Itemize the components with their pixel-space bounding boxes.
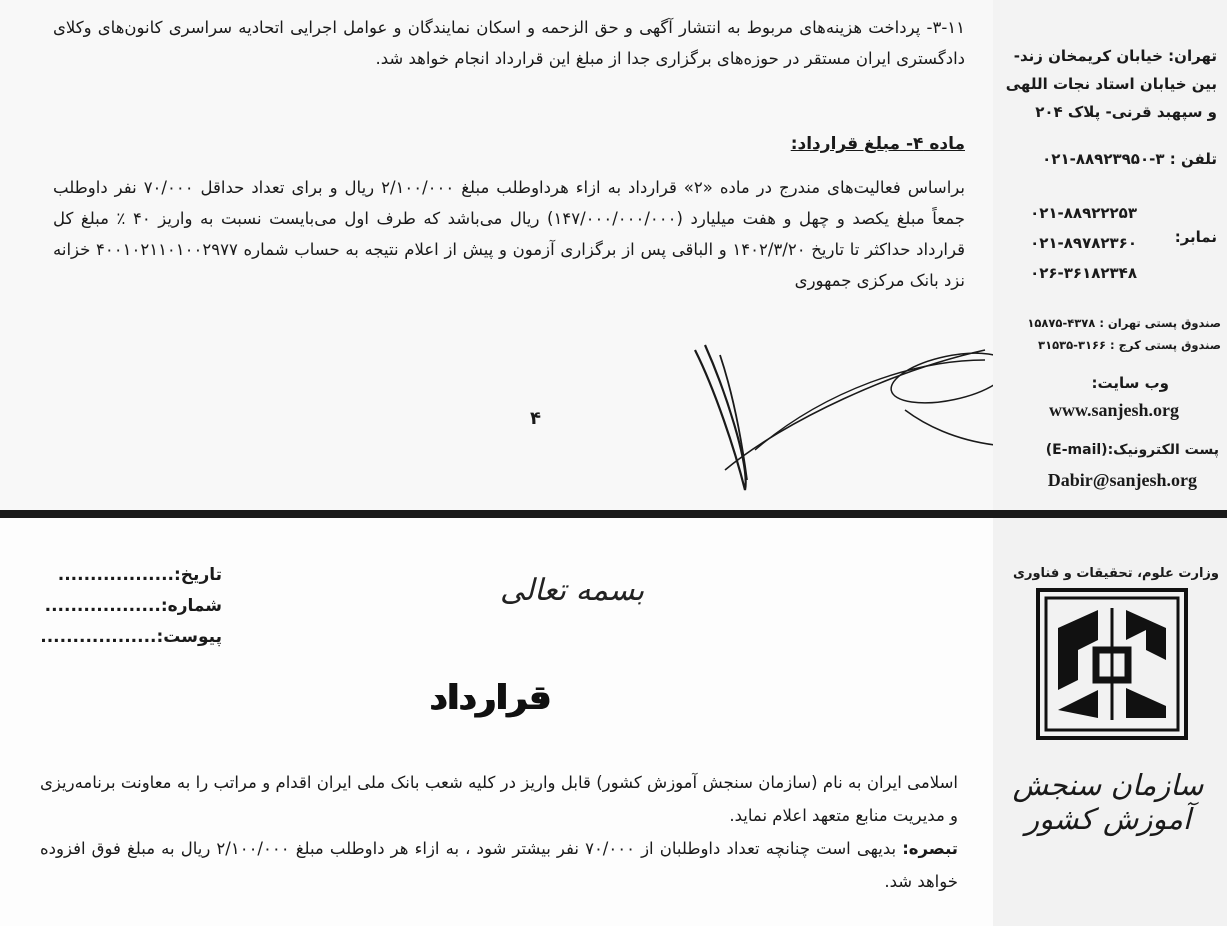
handwritten-signature — [665, 330, 1005, 500]
logo-sidebar — [993, 518, 1227, 926]
article-4-heading: ماده ۴- مبلغ قرارداد: — [790, 134, 965, 154]
note-paragraph — [40, 832, 958, 898]
document-title: قرارداد — [430, 678, 552, 718]
sanjesh-logo-icon — [1036, 588, 1188, 740]
organization-name: سازمان سنجش آموزش کشور — [1012, 768, 1204, 836]
bismillah-heading: بسمه تعالی — [500, 573, 645, 608]
fax-number-1: ۰۲۱-۸۸۹۲۲۲۵۳ — [1030, 204, 1137, 222]
fax-label: نمابر: — [1174, 228, 1217, 246]
pobox-karaj: صندوق پستی کرج : ۳۱۶۶-۳۱۵۳۵ — [1038, 338, 1221, 352]
note-label: تبصره: — [902, 839, 958, 858]
fax-numbers — [1030, 198, 1137, 288]
ministry-name: وزارت علوم، تحقیقات و فناوری — [1013, 566, 1219, 581]
date-field: تاریخ:.................. — [57, 565, 222, 585]
bank-paragraph-text: اسلامی ایران به نام (سازمان سنجش آموزش کشور) قابل واریز در کلیه شعب بانک ملی ایران اقدام و مراتب را به معاونت برنامه‌ریزی و مدیریت منابع متعهد اعلام نماید. — [40, 773, 958, 825]
po-boxes — [1027, 312, 1221, 356]
phone: تلفن : ۳-۸۸۹۲۳۹۵۰-۰۲۱ — [1042, 150, 1217, 168]
address: تهران: خیابان کریمخان زند- بین خیابان استاد نجات اللهی و سپهبد قرنی- پلاک ۲۰۴ — [1005, 47, 1217, 121]
attachment-field: پیوست:.................. — [40, 627, 222, 647]
clause-3-11-text: ۳-۱۱- پرداخت هزینه‌های مربوط به انتشار آگهی و حق الزحمه و اسکان نمایندگان و عوامل اجرایی اتحادیه سراسری کانون‌های وکلای دادگستری ایران مستقر در حوزه‌های برگزاری جدا از مبلغ این قرارداد انجام خواهد شد. — [53, 18, 965, 68]
bank-paragraph — [40, 766, 958, 832]
fax-number-3: ۰۲۶-۳۶۱۸۲۳۴۸ — [1030, 264, 1137, 282]
note-text: بدیهی است چنانچه تعداد داوطلبان از ۷۰/۰۰۰ نفر بیشتر شود ، به ازاء هر داوطلب مبلغ ۲/۱۰۰/۰۰۰ ریال به مبلغ فوق افزوده خواهد شد. — [40, 839, 958, 891]
article-4-text: براساس فعالیت‌های مندرج در ماده «۲» قرارداد به ازاء هرداوطلب مبلغ ۲/۱۰۰/۰۰۰ ریال و برای تعداد حداقل ۷۰/۰۰۰ نفر داوطلب جمعاً مبلغ یکصد و چهل و هفت میلیارد (۱۴۷/۰۰۰/۰۰۰/۰۰۰) ریال می‌باشد که طرف اول می‌بایست نسبت به واریز ۴۰ ٪ مبلغ کل قرارداد حداکثر تا تاریخ ۱۴۰۲/۳/۲۰ و الباقی پس از برگزاری آزمون و پیش از اعلام نتیجه به حساب شماره ۴۰۰۱۰۲۱۱۰۱۰۰۲۹۷۷ خزانه نزد بانک مرکزی جمهوری — [53, 178, 965, 290]
clause-3-11 — [53, 12, 965, 74]
page-body — [40, 758, 958, 926]
letter-meta — [22, 560, 222, 653]
email-label: پست الکترونیک:(E-mail) — [1045, 442, 1219, 458]
letterhead-sidebar — [993, 0, 1227, 512]
website-url: www.sanjesh.org — [1048, 400, 1179, 420]
note-paragraph-body — [40, 832, 958, 898]
number-field: شماره:.................. — [44, 596, 222, 616]
pobox-tehran: صندوق پستی تهران : ۴۳۷۸-۱۵۸۷۵ — [1027, 316, 1221, 330]
website-label: وب سایت: — [1091, 374, 1169, 392]
page-divider — [0, 510, 1227, 518]
contract-page-5 — [0, 518, 1227, 926]
article-4-paragraph — [53, 172, 965, 296]
fax-number-2: ۰۲۱-۸۹۷۸۲۳۶۰ — [1030, 234, 1137, 252]
email-address: Dabir@sanjesh.org — [1047, 470, 1197, 490]
page-number: ۴ — [530, 408, 541, 429]
